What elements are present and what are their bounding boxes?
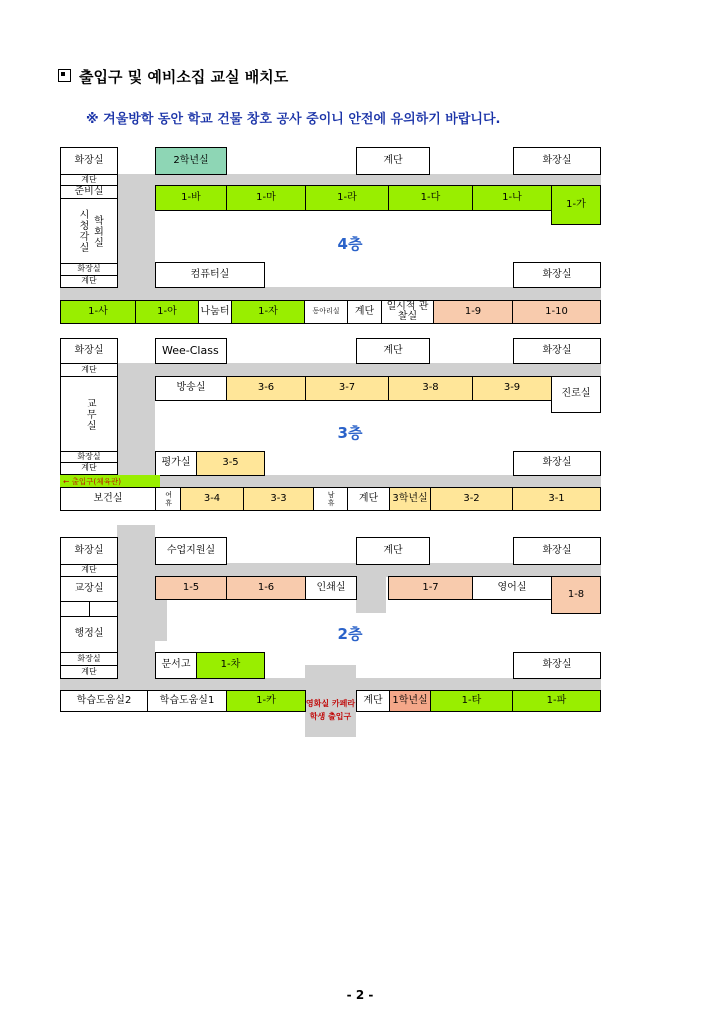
floor-2-plan (60, 525, 601, 737)
stairs-left-bottom: 계단 (60, 665, 118, 679)
class-1ta: 1-타 (430, 690, 513, 712)
restroom-bottom-left: 화장실 (60, 652, 118, 666)
girls-lounge (155, 487, 181, 511)
restroom-bottom-right: 화장실 (513, 451, 601, 476)
av-room-col2: 학회실 (91, 214, 103, 248)
prep-room: 준비실 (60, 185, 118, 199)
floor-3-label: 3층 (337, 423, 363, 442)
class-3-2: 3-2 (430, 487, 513, 511)
class-1cha: 1-차 (196, 652, 265, 679)
class-1ka: 1-카 (226, 690, 306, 712)
small-room-b (89, 601, 118, 617)
stairs-left-top: 계단 (60, 363, 118, 377)
class-3-7: 3-7 (305, 376, 389, 401)
stairs-left-bottom: 계단 (60, 275, 118, 288)
nurse-room: 보건실 (60, 487, 156, 511)
wee-class: Wee-Class (155, 338, 227, 364)
square-bullet-icon (58, 69, 71, 82)
stairs-top: 계단 (356, 147, 430, 175)
corridor-left (117, 525, 155, 685)
boys-lounge-label: 남휴 (327, 491, 336, 507)
av-room (60, 198, 118, 264)
small-room-a (60, 601, 90, 617)
observation-room: 일시적 관찰실 (381, 300, 434, 324)
class-1-8: 1-8 (551, 576, 601, 614)
admin-office: 행정실 (60, 616, 118, 653)
class-1ja: 1-자 (231, 300, 305, 324)
learning-support-room-2: 학습도움실2 (60, 690, 148, 712)
broadcast-room: 방송실 (155, 376, 227, 401)
staff-room (60, 376, 118, 452)
class-1sa: 1-사 (60, 300, 136, 324)
restroom-top-left: 화장실 (60, 338, 118, 364)
class-1-7: 1-7 (388, 576, 473, 600)
class-3-3: 3-3 (243, 487, 314, 511)
grade1-office: 1학년실 (389, 690, 431, 712)
class-3-6: 3-6 (226, 376, 306, 401)
page-number: - 2 - (346, 988, 374, 1002)
corridor-mid-left (155, 599, 167, 641)
gym-exit: ← 출입구(체육관) (60, 475, 160, 488)
restroom-bottom-right: 화장실 (513, 262, 601, 288)
stairs-bottom: 계단 (347, 300, 382, 324)
class-1-10: 1-10 (512, 300, 601, 324)
principal-office: 교장실 (60, 576, 118, 602)
corridor-left (117, 363, 155, 475)
floor-2-label: 2층 (337, 624, 363, 643)
entrance-passage (356, 577, 386, 613)
stairs-top: 계단 (356, 338, 430, 364)
career-room: 진로실 (551, 376, 601, 413)
computer-room: 컴퓨터실 (155, 262, 265, 288)
english-room: 영어실 (472, 576, 552, 600)
learning-support-room-1: 학습도움실1 (147, 690, 227, 712)
restroom-top-left: 화장실 (60, 147, 118, 175)
print-room: 인쇄실 (305, 576, 357, 600)
support-room: 수업지원실 (155, 537, 227, 565)
restroom-bottom-right: 화장실 (513, 652, 601, 679)
stairs-left-bottom: 계단 (60, 462, 118, 475)
corridor-bottom (60, 287, 601, 301)
student-entrance (305, 685, 356, 737)
restroom-top-right: 화장실 (513, 147, 601, 175)
av-room-col1: 시청각실 (77, 209, 88, 253)
restroom-bottom-left: 화장실 (60, 451, 118, 463)
class-1-6: 1-6 (226, 576, 306, 600)
stairs-bottom: 계단 (347, 487, 390, 511)
class-3-4: 3-4 (180, 487, 244, 511)
club-room: 동아리실 (304, 300, 348, 324)
stairs-top: 계단 (356, 537, 430, 565)
restroom-top-left: 화장실 (60, 537, 118, 565)
girls-lounge-label: 여휴 (164, 491, 173, 507)
boys-lounge (313, 487, 348, 511)
class-1da: 1-다 (388, 185, 473, 211)
entrance-bottom-label: 학생 출입구 (309, 712, 352, 721)
class-1ga: 1-가 (551, 185, 601, 225)
stairs-bottom: 계단 (356, 690, 390, 712)
floor-4-plan (60, 147, 601, 324)
restroom-top-right: 화장실 (513, 338, 601, 364)
sharing-room: 나눔터 (198, 300, 232, 324)
archive-room: 문서고 (155, 652, 197, 679)
entrance-top-label: 영화실 카페라 (305, 699, 356, 709)
stairs-left-top: 계단 (60, 564, 118, 577)
safety-notice: ※ 겨울방학 동안 학교 건물 창호 공사 중이니 안전에 유의하기 바랍니다. (86, 112, 501, 127)
class-3-9: 3-9 (472, 376, 552, 401)
class-1ba: 1-바 (155, 185, 227, 211)
restroom-bottom-left: 화장실 (60, 263, 118, 276)
class-1ra: 1-라 (305, 185, 389, 211)
class-1na: 1-나 (472, 185, 552, 211)
page-heading (58, 66, 288, 87)
class-1ma: 1-마 (226, 185, 306, 211)
staff-room-label: 교무실 (84, 397, 96, 431)
eval-room: 평가실 (155, 451, 197, 476)
floor-3-plan (60, 338, 601, 511)
corridor-left (117, 174, 155, 290)
floor-4-label: 4층 (337, 234, 363, 253)
class-1-5: 1-5 (155, 576, 227, 600)
class-3-1: 3-1 (512, 487, 601, 511)
grade3-office: 3학년실 (389, 487, 431, 511)
stairs-left-top: 계단 (60, 174, 118, 186)
heading-text: 출입구 및 예비소집 교실 배치도 (79, 68, 289, 86)
class-1pa: 1-파 (512, 690, 601, 712)
class-1-9: 1-9 (433, 300, 513, 324)
class-1a: 1-아 (135, 300, 199, 324)
class-3-8: 3-8 (388, 376, 473, 401)
grade2-office: 2학년실 (155, 147, 227, 175)
class-3-5: 3-5 (196, 451, 265, 476)
restroom-top-right: 화장실 (513, 537, 601, 565)
